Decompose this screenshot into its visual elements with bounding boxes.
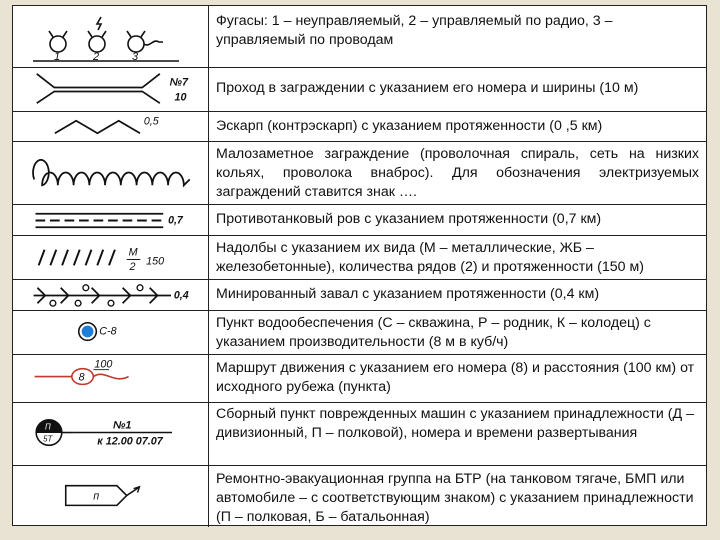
escarp-icon [13,112,208,141]
recovery-group-icon [13,466,208,527]
collection-point-icon [13,403,208,465]
row-description: Малозаметное заграждение (проволочная спираль, сеть на низких кольях, проволока внаброс). Для обозначения электризуемых заграждений ставится знак …. [216,146,699,200]
abatis-length-label: 0,4 [173,289,189,302]
table-row [13,111,706,141]
teeth-type-label: М [128,246,138,259]
collection-point-affiliation-label: П [45,422,51,432]
route-number-label: 8 [78,371,85,384]
table-row [13,141,706,204]
recovery-group-symbol-cell [13,466,209,527]
escarp-symbol-cell [13,112,209,141]
row-description: Фугасы: 1 – неуправляемый, 2 – управляемый по радио, 3 – управляемый по проводам [216,13,613,48]
table-row [13,6,706,67]
mined-abatis-symbol-cell [13,280,209,310]
water-point-icon [13,311,208,354]
route-distance-label: 100 [94,358,113,371]
collection-point-time-label: к 12.00 07.07 [97,435,163,448]
route-icon [13,355,208,402]
mine-icon [13,6,208,67]
antitank-ditch-symbol-cell [13,205,209,235]
collection-point-symbol-cell [13,403,209,465]
table-row [13,465,706,527]
mined-abatis-icon [13,280,208,310]
symbols-table [12,5,707,526]
row-description: Ремонтно-эвакуационная группа на БТР (на танковом тягаче, БМП или автомобиле – с соответствующим знаком) с указанием принадлежности (П – полковая, Б – батальонная) [216,471,694,525]
collection-point-type-label: 5Т [43,434,53,444]
mine-symbols-cell [13,6,209,67]
table-row [13,235,706,279]
row-description: Надолбы с указанием их вида (М – металлические, ЖБ – железобетонные), количества рядов (2) и протяженности (150 м) [216,240,644,275]
mine-label-3: 3 [132,51,139,63]
collection-point-number-label: №1 [112,419,132,432]
water-point-symbol-cell [13,311,209,354]
table-row [13,402,706,465]
table-row [13,204,706,235]
row-description: Противотанковый ров с указанием протяженности (0,7 км) [216,211,602,227]
dragons-teeth-symbol-cell [13,236,209,279]
table-row [13,354,706,402]
table-row [13,310,706,354]
ditch-length-label: 0,7 [168,214,183,227]
wire-obstacle-symbol-cell [13,142,209,204]
passage-width-label: 10 [174,91,187,104]
table-row [13,279,706,310]
row-description: Проход в заграждении с указанием его номера и ширины (10 м) [216,80,639,96]
table-row [13,67,706,111]
teeth-length-label: 150 [146,255,165,268]
wire-coil-icon [13,142,208,204]
route-symbol-cell [13,355,209,402]
row-description: Эскарп (контрэскарп) с указанием протяженности (0 ,5 км) [216,118,603,134]
passage-number-label: №7 [169,76,188,89]
row-description: Маршрут движения с указанием его номера (8) и расстояния (100 км) от исходного рубежа (пункта) [216,360,695,395]
water-point-label: С-8 [99,325,117,338]
passage-symbol-cell [13,68,209,111]
passage-icon [13,68,208,111]
row-description: Пункт водообеспечения (С – скважина, Р – родник, К – колодец) с указанием производительности (8 м в куб/ч) [216,315,651,350]
mine-label-2: 2 [93,51,100,63]
teeth-rows-label: 2 [129,261,136,274]
ditch-icon [13,205,208,235]
recovery-group-affiliation-label: п [93,490,100,503]
row-description: Минированный завал с указанием протяженности (0,4 км) [216,286,600,302]
escarp-length-label: 0,5 [143,115,159,128]
dragons-teeth-icon [13,236,208,279]
mine-label-1: 1 [54,51,61,63]
row-description: Сборный пункт поврежденных машин с указанием принадлежности (Д – дивизионный, П – полковой), номера и времени развертывания [216,406,694,441]
